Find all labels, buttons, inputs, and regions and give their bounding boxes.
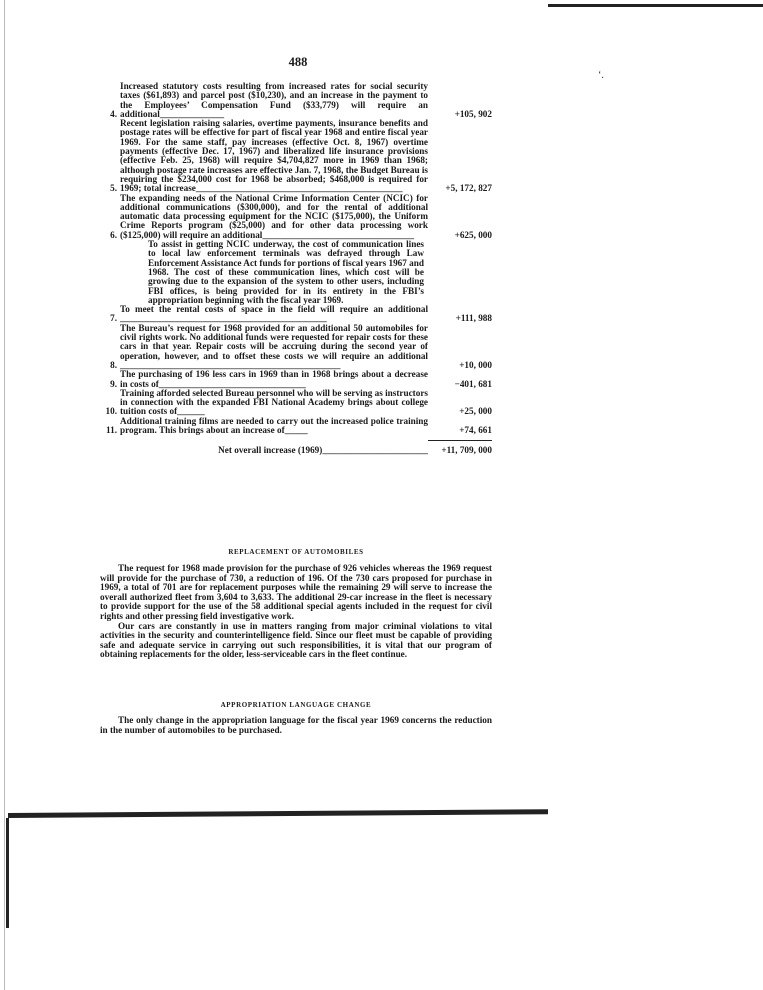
item-text: The expanding needs of the National Crime Information Center (NCIC) for additional communications ($300,000), and for the rental of additional automatic data processing equipment for the NCIC ($175,000), the Uniform Crime Reports program ($25,000) and for other data processing work ($125,000) will require an additional_________________________________ bbox=[120, 192, 428, 240]
scan-edge-left bbox=[4, 0, 5, 990]
item-number: 8. bbox=[110, 359, 117, 370]
stray-mark: ‘. bbox=[598, 70, 604, 81]
item-text: Recent legislation raising salaries, overtime payments, insurance benefits and postage rates will be effective for part of fiscal year 1968 and entire fiscal year 1969. For the same staff, pay increases (effective Oct. 8, 1967) overtime payments (effective Dec. 17, 1967) and liberalized life insurance provisions (effective Feb. 25, 1968) will require $4,704,827 more in 1969 than 1968; although postage rate increases are effective Jan. 7, 1968, the Budget Bureau is requiring the $234,000 cost for 1968 be absorbed; $468,000 is required for 1969; total increase_____________________________________________ bbox=[120, 118, 429, 194]
item-text: The purchasing of 196 less cars in 1969 than in 1968 brings about a decrease in costs of________________________________ bbox=[120, 369, 428, 389]
item-text: Additional training films are needed to carry out the increased police training program. This brings about an increase of_____ bbox=[120, 415, 428, 435]
item-text: Increased statutory costs resulting from increased rates for social security taxes ($61,893) and parcel post ($10,230), and an increase in the payment to the Employees’ Compensation Fund ($33,779) will require an additional______________ bbox=[120, 81, 428, 119]
item-text: The Bureau’s request for 1968 provided for an additional 50 automobiles for civil rights work. No additional funds were requested for repair costs for these cars in that year. Repair costs will be accruing during the second year of operation, however, and to offset these costs we will require an additional ________________________________________________ bbox=[120, 322, 428, 370]
net-increase-row bbox=[100, 439, 492, 455]
budget-item bbox=[100, 370, 492, 389]
budget-item bbox=[100, 82, 492, 119]
budget-items-list bbox=[100, 82, 492, 455]
scan-edge-top bbox=[548, 4, 763, 7]
budget-item bbox=[100, 324, 492, 370]
budget-item bbox=[100, 417, 492, 436]
page-number: 488 bbox=[288, 55, 308, 69]
item-number: 4. bbox=[110, 108, 117, 119]
net-increase-amount: +11, 709, 000 bbox=[428, 440, 492, 455]
replacement-paragraph: Our cars are constantly in use in matters ranging from major criminal violations to vital activities in the security and counterintelligence field. Since our fleet must be capable of providing safe and adequate service in carrying out such responsibilities, it is vital that our program of obtaining replacements for the older, less-serviceable cars in the fleet continue. bbox=[100, 620, 492, 660]
ncic-note: To assist in getting NCIC underway, the cost of communication lines to local law enforcement terminals was defrayed through Law Enforcement Assistance Act funds for portions of fiscal years 1967 and 1968. The cost of these communication lines, which cost will be growing due to the expansion of the system to other users, including FBI offices, is being provided for in its entirety in the FBI’s appropriation beginning with the fiscal year 1969. bbox=[148, 239, 424, 305]
language-paragraph: The only change in the appropriation language for the fiscal year 1969 concerns the reduction in the number of automobiles to be purchased. bbox=[100, 715, 492, 735]
item-amount: +10, 000 bbox=[459, 359, 492, 370]
net-increase-label: Net overall increase (1969)_______________________ bbox=[218, 445, 428, 456]
budget-item bbox=[100, 194, 492, 240]
item-amount: +25, 000 bbox=[459, 406, 492, 417]
replacement-section bbox=[100, 564, 492, 660]
budget-item bbox=[100, 119, 492, 193]
item-text: Training afforded selected Bureau personnel who will be serving as instructors in connection with the expanded FBI National Academy brings about college tuition costs of______ bbox=[120, 387, 428, 417]
item-amount: +5, 172, 827 bbox=[445, 183, 492, 194]
item-amount: +625, 000 bbox=[454, 229, 492, 240]
item-number: 5. bbox=[110, 183, 117, 194]
budget-item bbox=[100, 305, 492, 324]
replacement-paragraph: The request for 1968 made provision for the purchase of 926 vehicles whereas the 1969 request will provide for the purchase of 730, a reduction of 196. Of the 730 cars proposed for purchase in 1969, a total of 701 are for replacement purposes while the remaining 29 will serve to increase the overall authorized fleet from 3,604 to 3,633. The additional 29-car increase in the fleet is necessary to provide support for the use of the 58 additional special agents included in the request for civil rights and other pressing field investigative work. bbox=[100, 563, 492, 621]
item-amount: +74, 661 bbox=[459, 424, 492, 435]
language-section bbox=[100, 716, 492, 735]
item-number: 10. bbox=[105, 406, 117, 417]
replacement-heading: REPLACEMENT OF AUTOMOBILES bbox=[228, 548, 364, 556]
language-heading: APPROPRIATION LANGUAGE CHANGE bbox=[220, 701, 372, 709]
item-amount: −401, 681 bbox=[454, 378, 492, 389]
item-amount: +105, 902 bbox=[454, 108, 492, 119]
item-number: 7. bbox=[110, 313, 117, 324]
budget-item bbox=[100, 389, 492, 417]
item-number: 9. bbox=[110, 378, 117, 389]
scan-edge-bottom bbox=[8, 809, 548, 818]
scan-edge-corner bbox=[6, 818, 9, 928]
item-number: 6. bbox=[110, 229, 117, 240]
item-text: To meet the rental costs of space in the field will require an additional _____________________________________________ bbox=[120, 304, 428, 324]
item-amount: +111, 988 bbox=[455, 313, 492, 324]
item-number: 11. bbox=[106, 424, 117, 435]
